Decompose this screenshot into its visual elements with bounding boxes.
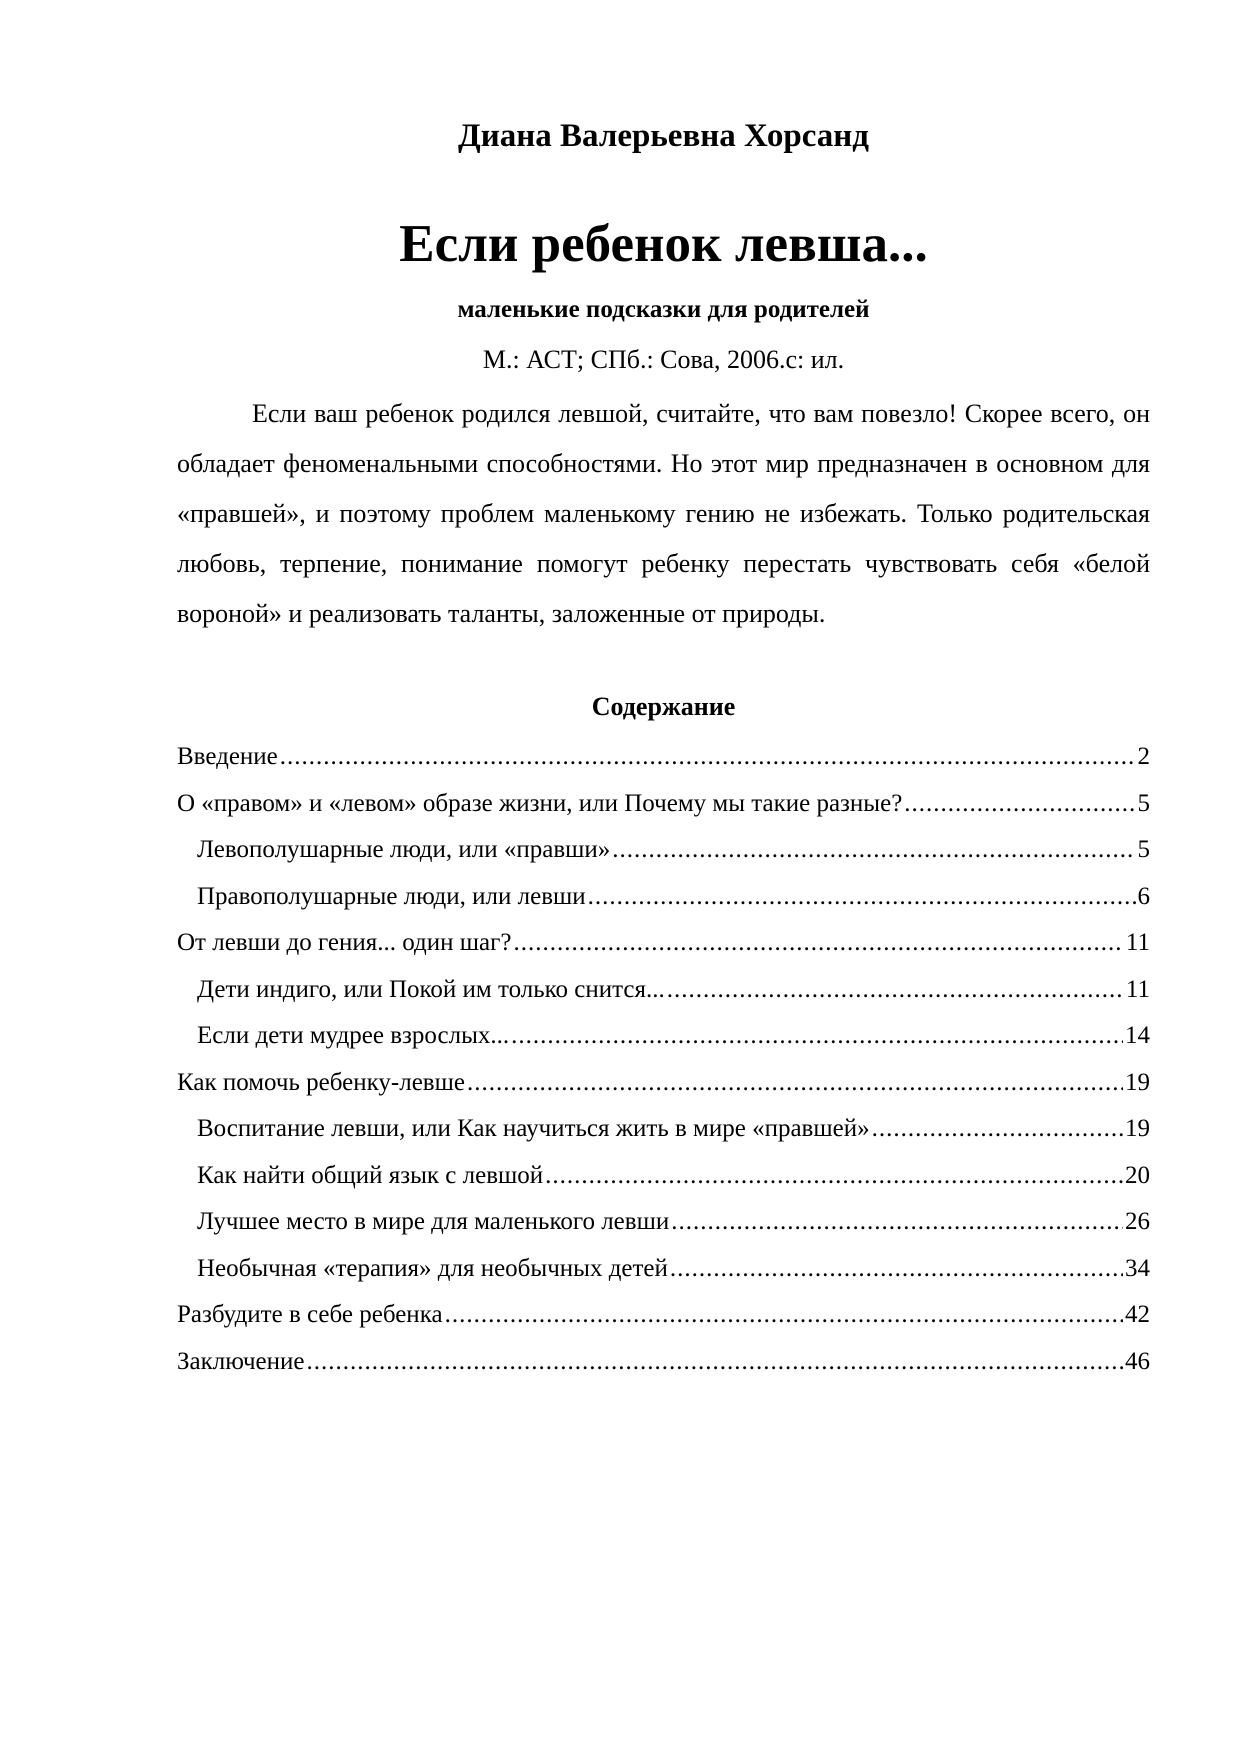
toc-dot-leader xyxy=(445,1298,1123,1332)
toc-entry[interactable] xyxy=(177,1019,1150,1066)
toc-entry-label: Дети индиго, или Покой им только снится... xyxy=(197,975,665,1003)
toc-page-number: 19 xyxy=(1125,1115,1150,1142)
toc-dot-leader xyxy=(307,1345,1124,1379)
toc-entry[interactable] xyxy=(177,740,1150,787)
toc-page-number: 19 xyxy=(1125,1068,1150,1096)
toc-entry[interactable] xyxy=(177,1345,1150,1392)
toc-dot-leader xyxy=(872,1112,1123,1146)
toc-page-number: 6 xyxy=(1137,882,1150,910)
toc-entry[interactable] xyxy=(177,833,1150,880)
toc-page-number: 20 xyxy=(1125,1161,1150,1189)
toc-entry[interactable] xyxy=(177,1298,1150,1345)
toc-page-number: 34 xyxy=(1125,1254,1150,1282)
toc-dot-leader xyxy=(467,1066,1123,1100)
toc-entry-label: От левши до гения... один шаг? xyxy=(177,929,512,956)
toc-entry[interactable] xyxy=(177,1159,1150,1206)
toc-entry-label: Правополушарные люди, или левши xyxy=(197,882,586,910)
toc-entry-label: О «правом» и «левом» образе жизни, или Почему мы такие разные? xyxy=(177,789,903,817)
toc-entry-label: Разбудите в себе ребенка xyxy=(177,1301,443,1328)
toc-heading: Содержание xyxy=(591,692,736,721)
toc-entry-label: Как найти общий язык с левшой xyxy=(197,1161,544,1189)
book-subtitle: маленькие подсказки для родителей xyxy=(457,296,870,323)
toc-dot-leader xyxy=(670,1252,1123,1286)
toc-entry[interactable] xyxy=(177,787,1150,834)
author-name: Диана Валерьевна Хорсанд xyxy=(458,118,869,154)
toc-page-number: 5 xyxy=(1137,836,1150,863)
toc-page-number: 42 xyxy=(1125,1301,1150,1328)
toc-dot-leader xyxy=(667,973,1124,1007)
toc-entry[interactable] xyxy=(177,1252,1150,1299)
toc-entry-label: Воспитание левши, или Как научиться жить в мире «правшей» xyxy=(197,1115,870,1142)
abstract-paragraph: Если ваш ребенок родился левшой, считайте, что вам повезло! Скорее всего, он обладает феноменальными способностями. Но этот мир предназначен в основном для «правшей», и поэтому проблем маленькому гению не избежать. Только родительская любовь, терпение, понимание помогут ребенку перестать чувствовать себя «белой вороной» и реализовать таланты, заложенные от природы. xyxy=(177,399,1150,628)
toc-dot-leader xyxy=(904,787,1135,821)
toc-dot-leader xyxy=(513,926,1123,960)
toc-dot-leader xyxy=(511,1019,1123,1053)
book-title: Если ребенок левша... xyxy=(399,215,928,273)
toc-dot-leader xyxy=(280,740,1136,774)
toc-entry[interactable] xyxy=(177,1112,1150,1159)
toc-page-number: 11 xyxy=(1125,975,1150,1003)
toc-page-number: 46 xyxy=(1125,1347,1150,1375)
toc-entry-label: Как помочь ребенку-левше xyxy=(177,1068,465,1096)
toc-page-number: 14 xyxy=(1125,1022,1150,1049)
toc-entry-label: Если дети мудрее взрослых... xyxy=(197,1022,510,1049)
toc-entry-label: Левополушарные люди, или «правши» xyxy=(197,836,611,863)
toc-entry-label: Необычная «терапия» для необычных детей xyxy=(197,1254,668,1282)
toc-entry[interactable] xyxy=(177,926,1150,973)
toc-entry-label: Введение xyxy=(177,743,278,770)
toc-entry[interactable] xyxy=(177,1205,1150,1252)
toc-entry[interactable] xyxy=(177,880,1150,927)
publisher-info: М.: АСТ; СПб.: Сова, 2006.с: ил. xyxy=(482,345,845,374)
toc-page-number: 11 xyxy=(1125,929,1150,956)
toc-page-number: 2 xyxy=(1137,743,1150,770)
toc-entry[interactable] xyxy=(177,973,1150,1020)
toc-entry-label: Заключение xyxy=(177,1347,305,1375)
toc-dot-leader xyxy=(545,1159,1123,1193)
table-of-contents xyxy=(177,740,1150,1391)
toc-dot-leader xyxy=(588,880,1136,914)
toc-entry[interactable] xyxy=(177,1066,1150,1113)
toc-entry-label: Лучшее место в мире для маленького левши xyxy=(197,1208,670,1235)
toc-dot-leader xyxy=(612,833,1135,867)
toc-page-number: 26 xyxy=(1125,1208,1150,1235)
toc-dot-leader xyxy=(671,1205,1123,1239)
toc-page-number: 5 xyxy=(1137,789,1150,817)
